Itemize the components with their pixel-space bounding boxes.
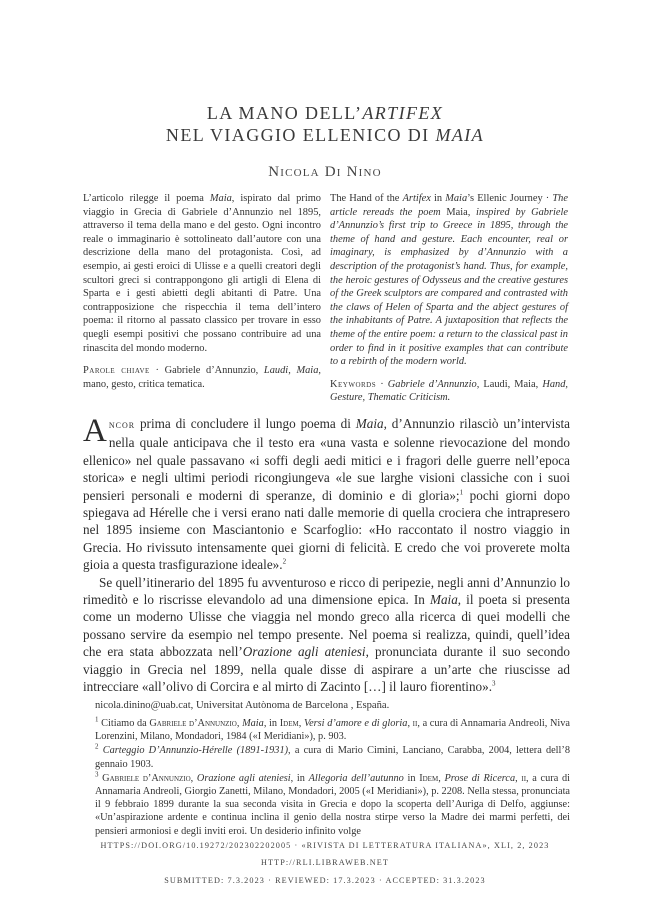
keywords-text: , mano, gesto, critica tematica. bbox=[83, 365, 321, 390]
abstract-heading: ’s Ellenic Journey · bbox=[467, 193, 553, 204]
footnote-text: , bbox=[438, 772, 445, 784]
footnote-text: , a cura di Annamaria Andreoli, Giorgio Zanetti, Milano, Mondadori, 2005 («I Meridiani»), p. 2208. Nella stessa, pronunciata il 9 febbraio 1899 durante la sua seconda visita in Grecia e dopo la scoperta dell’Auriga di Delfo, aggiunse: «Un’aspirazione ardente e continua inclina il genio della nostra stirpe verso la Madre dei marmi perfetti, dei pensieri armoniosi e degli inviti eroi. Un desiderio infinito volge bbox=[95, 772, 570, 837]
footer-dates: SUBMITTED: 7.3.2023 · REVIEWED: 17.3.2023 · ACCEPTED: 31.3.2023 bbox=[164, 876, 486, 885]
keywords-italic: Maia bbox=[296, 365, 319, 377]
body-paragraph bbox=[83, 415, 570, 574]
footnotes bbox=[95, 717, 570, 839]
footnote-smallcaps: ii bbox=[521, 772, 527, 784]
abstract-heading-italic: Maia bbox=[445, 193, 468, 204]
abstract-english-text bbox=[330, 192, 568, 369]
footnote-text: , a cura di Mario Cimini, Lanciano, Carabba, 2004, lettera dell’8 gennaio 1903. bbox=[95, 745, 570, 770]
keywords-label: Parole chiave bbox=[83, 365, 150, 377]
body-italic: Orazione agli ateniesi bbox=[242, 644, 366, 660]
footnote-text: , bbox=[515, 772, 522, 784]
footnote-ref[interactable]: 3 bbox=[492, 679, 496, 688]
abstract-italian-text bbox=[83, 192, 321, 355]
footnote-number: 3 bbox=[95, 770, 99, 779]
body-italic: Maia bbox=[355, 416, 384, 431]
lead-in-small-caps: ncor bbox=[108, 419, 136, 431]
footnote-text: , bbox=[407, 718, 413, 729]
abstract-heading: The Hand of the bbox=[330, 193, 403, 204]
article-body bbox=[83, 415, 570, 696]
author-name: Nicola Di Nino bbox=[268, 164, 382, 180]
footnote-italic: Allegoria dell’autunno bbox=[308, 772, 404, 784]
footnote-1 bbox=[95, 717, 570, 743]
keywords-text: · Gabriele d’Annunzio, bbox=[149, 365, 264, 377]
footnote-smallcaps: Idem bbox=[279, 718, 299, 729]
footnote-ref[interactable]: 2 bbox=[282, 557, 287, 566]
footnote-text: , in bbox=[263, 718, 280, 729]
body-italic: Maia bbox=[429, 592, 458, 608]
abstract-heading: in bbox=[430, 193, 446, 204]
article-header bbox=[0, 102, 650, 181]
footnote-number: 1 bbox=[95, 715, 99, 724]
keywords-italian bbox=[83, 364, 321, 391]
abstract-italic: Maia bbox=[209, 193, 232, 204]
abstract-english bbox=[330, 192, 568, 405]
author-affiliation: nicola.dinino@uab.cat, Universitat Autònoma de Barcelona , España. bbox=[95, 700, 390, 711]
footnote-smallcaps: Gabriele d’Annunzio bbox=[149, 718, 237, 729]
drop-cap: A bbox=[83, 413, 107, 449]
footnote-italic: Prose di Ricerca bbox=[444, 772, 516, 784]
abstract-text: , ispirato dal primo viaggio in Grecia di Gabriele d’Annunzio nel 1895, attraverso il tema della mano e del gesto. Ogni incontro reale o immaginario è sottolineato dall’autore con una descrizione della mano del protagonista. Così, ad esempio, ai gesti eroici di Ulisse e a quelli creatori degli scultori greci si contrappongono gli artigli di Elena di Sparta e i gesti abietti degli abitanti di Patre. Una contrapposizione che rispecchia il tema dell’intero poema: il ritorno al passato classico per trovare in esso quegli esempi positivi che possano contribuire ad una rinascita del mondo moderno. bbox=[83, 193, 322, 354]
footnote-number: 2 bbox=[95, 742, 99, 751]
title-text: LA MANO DELL’ bbox=[206, 103, 363, 123]
footer-url[interactable]: HTTP://RLI.LIBRAWEB.NET bbox=[261, 858, 389, 867]
body-paragraph bbox=[83, 574, 570, 696]
body-text: Se quell’itinerario del 1895 fu avventuroso e ricco di peripezie, negli anni d’Annunzio lo rimeditò e lo riscrisse elevandolo ad una dimensione epica. In bbox=[83, 574, 570, 608]
body-text: , pronunciata durante il suo secondo viaggio in Grecia nel 1899, nella quale disse di aspirare a un’arte che riuscisse ad intrecciare «all’olivo di Corcira e al mirto di Zacinto […] il lauro fiorentino». bbox=[83, 644, 570, 695]
body-text: , d’Annunzio rilasciò un’intervista nella quale anticipava che il testo era «una vasta e solenne rievocazione del mondo ellenico» nel quale passavano «i soffi degli aedi mitici e i fragori delle guerre nell’epoca storica» e negli ultimi periodi ricongiungeva «le sue larghe visioni classiche con i suoi pensieri personali e moderni di speranze, di dominio e di gloria»; bbox=[83, 416, 570, 503]
keywords-italic: Hand, Gesture, Thematic Criticism. bbox=[330, 378, 568, 404]
footnote-smallcaps: Gabriele d’Annunzio bbox=[98, 772, 191, 784]
body-text: prima di concludere il lungo poema di bbox=[135, 416, 356, 431]
abstract-heading-italic: Artifex bbox=[402, 193, 431, 204]
body-text: , il poeta si presenta come un moderno Ulisse che viaggia nel mondo greco alla ricerca di quei modelli che possano servire da esempio nel tempo presente. Nel poema si realizza, quindi, quell’idea che era stata abbozzata nell’ bbox=[83, 592, 570, 660]
footnote-text: Citiamo da bbox=[98, 718, 150, 729]
footnote-italic: Carteggio D’Annunzio-Hérelle (1891-1931) bbox=[98, 745, 289, 757]
footnote-text: in bbox=[403, 772, 420, 784]
keywords-text: · bbox=[376, 378, 388, 390]
keywords-english bbox=[330, 378, 568, 405]
title-italic-word: MAIA bbox=[435, 125, 485, 145]
abstract-text: , inspired by Gabriele d’Annunzio’s first trip to Greece in 1895, through the theme of hand and gesture. Each encounter, real or imaginary, is emphasized by d’Annunzio with a description of the protagonist’s hand. Thus, for example, the heroic gestures of Odysseus and the creative gestures of the Greek sculptors are compared and contrasted with the claws of Helen of Sparta and the abject gestures of the inhabitants of Patre. A juxtaposition that reflects the theme of the entire poem: a return to the classical past in order to find in it positive examples that can contribute to a rebirth of the modern world. bbox=[330, 206, 568, 368]
footnote-ref[interactable]: 1 bbox=[459, 488, 464, 497]
footnote-italic: Versi d’amore e di gloria bbox=[303, 718, 408, 729]
footnote-text: , in bbox=[290, 772, 309, 784]
footnote-text: , bbox=[190, 772, 197, 784]
footnote-italic: Maia bbox=[242, 718, 264, 729]
body-text: pochi giorni dopo spiegava ad Hérelle che i versi erano nati dalle memorie di quella crociera che intrapresero nel 1895 insieme con Masciantonio e Scarfoglio: «Ho raccontato il nostro viaggio in Grecia. Ho rivissuto intensamente quei giorni di felicità. E credo che voi proverete molta gioia a questa trasfigurazione ideale». bbox=[83, 487, 570, 573]
keywords-text: , bbox=[288, 365, 297, 377]
title-text: NEL VIAGGIO ELLENICO DI bbox=[165, 125, 436, 145]
footnote-2 bbox=[95, 744, 570, 770]
abstract-upright: Maia bbox=[446, 206, 468, 218]
footnote-text: , bbox=[298, 718, 304, 729]
footer-doi[interactable]: HTTPS://DOI.ORG/10.19272/202302202005 · «RIVISTA DI LETTERATURA ITALIANA», XLI, 2, 2023 bbox=[100, 841, 550, 850]
article-title-line-1 bbox=[0, 102, 650, 124]
footnote-italic: Orazione agli ateniesi bbox=[196, 772, 291, 784]
keywords-italic: Gabriele d’Annunzio bbox=[387, 378, 477, 390]
abstract-text: The article rereads the poem bbox=[330, 193, 568, 218]
keywords-italic: Laudi bbox=[263, 365, 289, 377]
keywords-label: Keywords bbox=[330, 378, 377, 390]
title-italic-word: ARTIFEX bbox=[362, 103, 444, 123]
footnote-smallcaps: Idem bbox=[419, 772, 439, 784]
keywords-text: , Laudi, Maia, bbox=[476, 378, 543, 390]
footnote-text: , bbox=[236, 718, 243, 729]
abstract-italian bbox=[83, 192, 321, 391]
abstract-text: L’articolo rilegge il poema bbox=[83, 193, 210, 204]
footnote-smallcaps: ii bbox=[412, 718, 418, 729]
footnote-text: , a cura di Annamaria Andreoli, Niva Lorenzini, Milano, Mondadori, 1984 («I Meridiani»), p. 903. bbox=[95, 718, 570, 743]
footnote-3 bbox=[95, 772, 570, 838]
article-title-line-2 bbox=[0, 124, 650, 146]
